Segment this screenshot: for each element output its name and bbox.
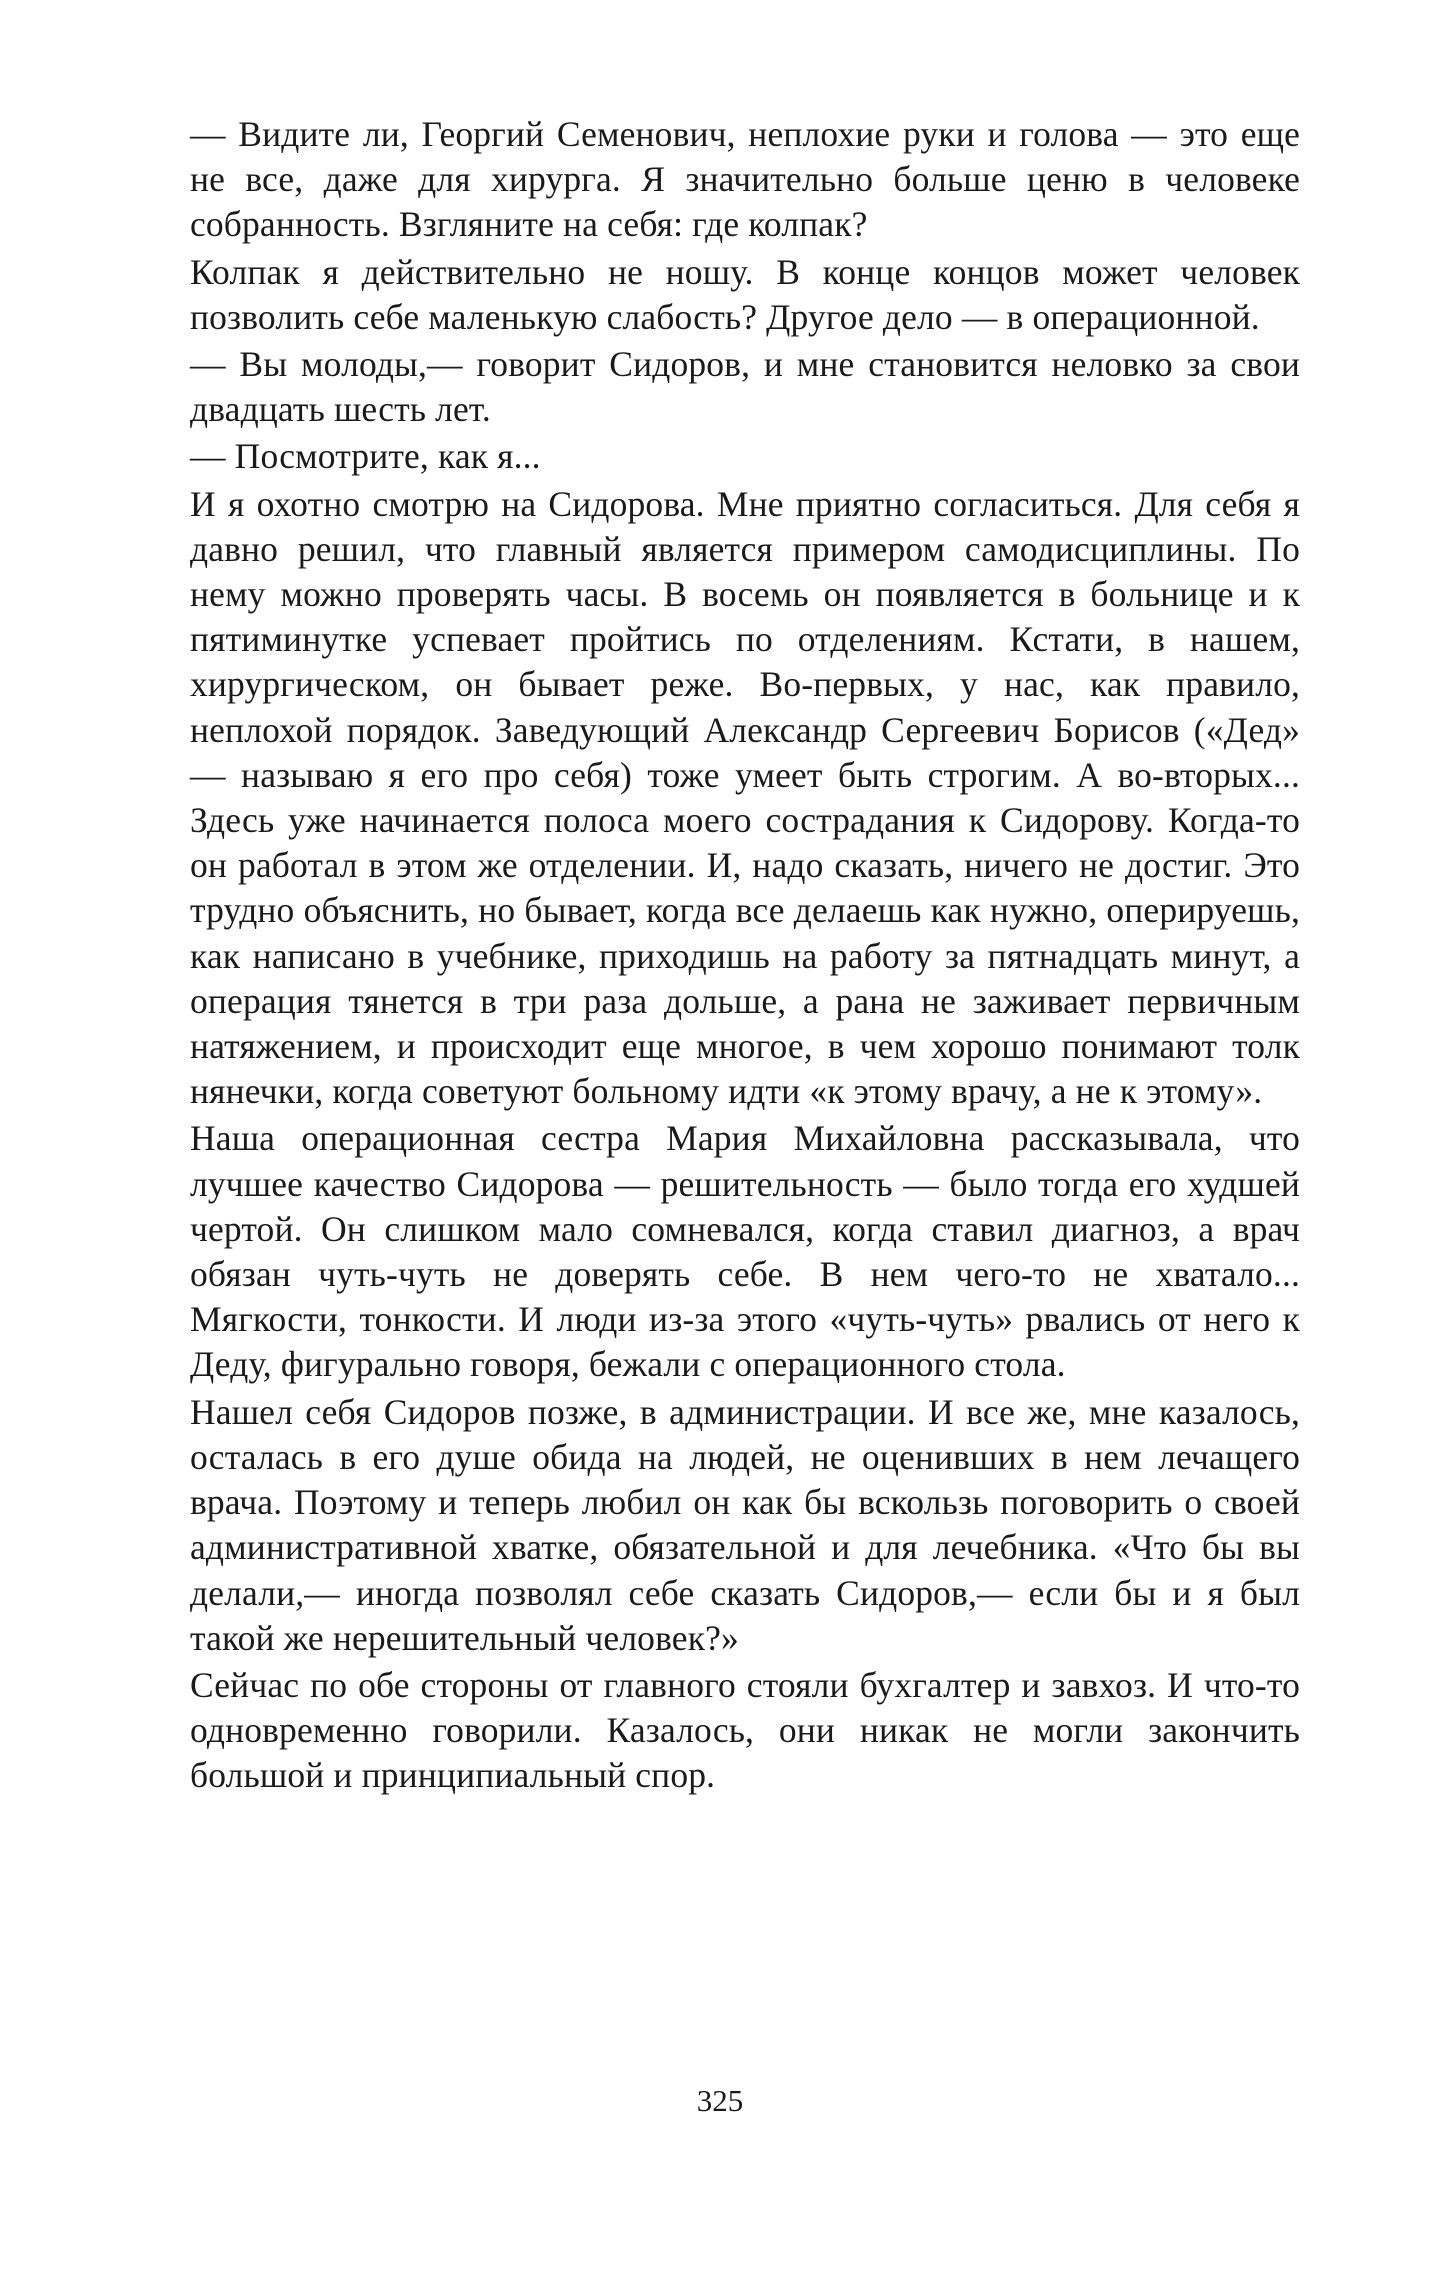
body-text [190,112,1300,1801]
paragraph-7: Нашел себя Сидоров позже, в администрации. И все же, мне казалось, осталась в его душе обида на людей, не оценивших в нем лечащего врача. Поэтому и теперь любил он как бы вскользь поговорить о своей административной хватке, обязательной и для лечебника. «Что бы вы делали,— иногда позволял себе сказать Сидоров,— если бы и я был такой же нерешительный человек?» [190,1391,1300,1658]
paragraph-3: — Вы молоды,— говорит Сидоров, и мне становится неловко за свои двадцать шесть лет. [190,344,1300,430]
paragraph-6: Наша операционная сестра Мария Михайловна рассказывала, что лучшее качество Сидорова — решительность — было тогда его худшей чертой. Он слишком мало сомневался, когда ставил диагноз, а врач обязан чуть-чуть не доверять себе. В нем чего-то не хватало... Мягкости, тонкости. И люди из-за этого «чуть-чуть» рвались от него к Деду, фигурально говоря, бежали с операционного стола. [190,1118,1300,1385]
paragraph-1: — Видите ли, Георгий Семенович, неплохие руки и голова — это еще не все, даже для хирурга. Я значительно больше ценю в человеке собранность. Взгляните на себя: где колпак? [190,114,1300,245]
paragraph-5: И я охотно смотрю на Сидорова. Мне приятно согласиться. Для себя я давно решил, что главный является примером самодисциплины. По нему можно проверять часы. В восемь он появляется в больнице и к пятиминутке успевает пройтись по отделениям. Кстати, в нашем, хирургическом, он бывает реже. Во-первых, у нас, как правило, неплохой порядок. Заведующий Александр Сергеевич Борисов («Дед» — называю я его про себя) тоже умеет быть строгим. А во-вторых... Здесь уже начинается полоса моего сострадания к Сидорову. Когда-то он работал в этом же отделении. И, надо сказать, ничего не достиг. Это трудно объяснить, но бывает, когда все делаешь как нужно, оперируешь, как написано в учебнике, приходишь на работу за пятнадцать минут, а операция тянется в три раза дольше, а рана не заживает первичным натяжением, и происходит еще многое, в чем хорошо понимают толк нянечки, когда советуют больному идти «к этому врачу, а не к этому». [190,483,1300,1112]
page-number: 325 [696,2083,744,2118]
paragraph-8: Сейчас по обе стороны от главного стояли бухгалтер и завхоз. И что-то одновременно говорили. Казалось, они никак не могли закончить большой и принципиальный спор. [190,1664,1300,1796]
paragraph-4: — Посмотрите, как я... [190,436,541,477]
paragraph-2: Колпак я действительно не ношу. В конце концов может человек позволить себе маленькую слабость? Другое дело — в операционной. [190,251,1300,337]
